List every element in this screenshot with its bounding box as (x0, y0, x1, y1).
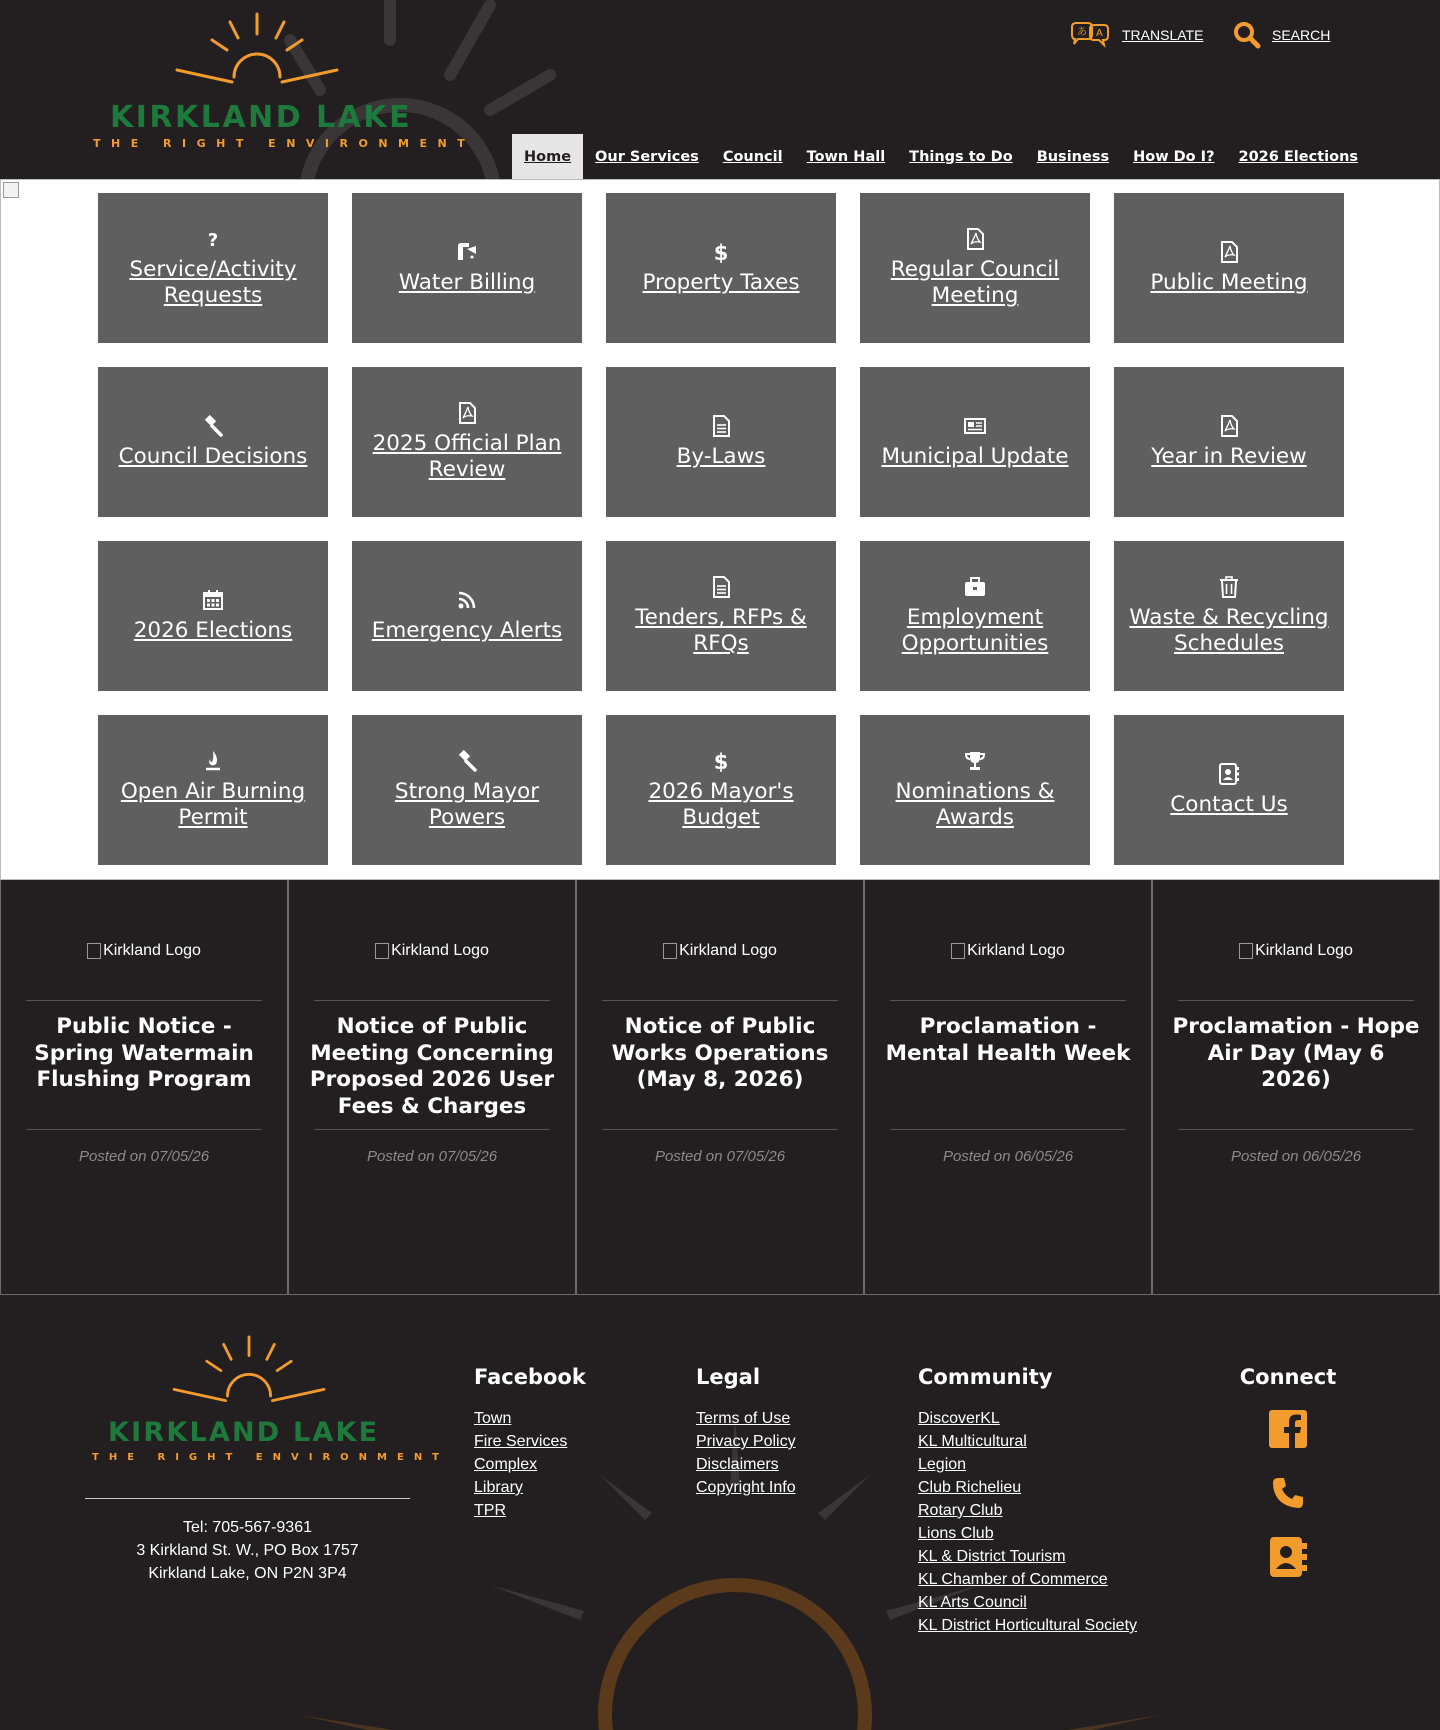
logo-title: KIRKLAND LAKE (110, 100, 413, 135)
rss-icon (455, 588, 479, 612)
news-card[interactable] (288, 880, 576, 1295)
site-footer (0, 1295, 1440, 1730)
news-card[interactable] (864, 880, 1152, 1295)
briefcase-icon (963, 575, 987, 599)
footer-contact-info (85, 1516, 410, 1585)
news-card-date: Posted on 06/05/26 (1230, 1148, 1362, 1165)
quick-link-tenders-rfps-rfqs[interactable] (606, 541, 836, 691)
quick-link-label: Property Taxes (642, 270, 800, 295)
address-book-icon[interactable] (1266, 1535, 1310, 1579)
news-card-title: Notice of Public Meeting Concerning Proposed 2026 User Fees & Charges (309, 1014, 555, 1119)
pdf-file-icon (963, 227, 987, 251)
broken-image-icon (951, 943, 965, 959)
image-alt-text: Kirkland Logo (103, 942, 201, 959)
footer-link-privacy[interactable]: Privacy Policy (696, 1433, 796, 1450)
footer-phone: Tel: 705-567-9361 (183, 1519, 312, 1536)
news-card-date: Posted on 06/05/26 (942, 1148, 1074, 1165)
quick-link-label: Open Air Burning Permit (120, 779, 306, 830)
nav-our-services[interactable]: Our Services (595, 148, 699, 165)
news-card-title: Notice of Public Works Operations (May 8, 2026) (611, 1014, 829, 1092)
news-card-image (865, 942, 1151, 960)
quick-links-grid (98, 193, 1344, 865)
sun-logo-icon (169, 1335, 329, 1410)
news-section (0, 880, 1440, 1295)
document-icon (709, 414, 733, 438)
news-card-image (1, 942, 287, 960)
divider (602, 1000, 838, 1001)
quick-link-property-taxes[interactable] (606, 193, 836, 343)
footer-link-library[interactable]: Library (474, 1479, 523, 1496)
translate-button[interactable] (1068, 18, 1203, 52)
nav-how-do-i[interactable]: How Do I? (1133, 148, 1215, 165)
quick-link-strong-mayor-powers[interactable] (352, 715, 582, 865)
gavel-icon (455, 749, 479, 773)
footer-link-kl-arts-council[interactable]: KL Arts Council (918, 1594, 1027, 1611)
footer-link-kl-chamber-of-commerce[interactable]: KL Chamber of Commerce (918, 1571, 1108, 1588)
search-label: SEARCH (1272, 27, 1331, 43)
footer-heading: Community (918, 1365, 1053, 1389)
image-alt-text: Kirkland Logo (391, 942, 489, 959)
pdf-file-icon (1217, 240, 1241, 264)
footer-link-town[interactable]: Town (474, 1410, 512, 1427)
divider (890, 1129, 1126, 1130)
quick-links-section (0, 179, 1440, 880)
quick-link-water-billing[interactable] (352, 193, 582, 343)
quick-link-label: Tenders, RFPs & RFQs (635, 605, 807, 656)
footer-address-line2: Kirkland Lake, ON P2N 3P4 (148, 1565, 347, 1582)
divider (890, 1000, 1126, 1001)
footer-link-terms[interactable]: Terms of Use (696, 1410, 791, 1427)
quick-link-municipal-update[interactable] (860, 367, 1090, 517)
search-icon (1232, 20, 1262, 50)
news-card[interactable] (1152, 880, 1440, 1295)
news-card-image (289, 942, 575, 960)
news-card[interactable] (0, 880, 288, 1295)
broken-image-icon (1239, 943, 1253, 959)
nav-2026-elections[interactable]: 2026 Elections (1238, 148, 1359, 165)
gavel-icon (201, 414, 225, 438)
facebook-icon[interactable] (1266, 1407, 1310, 1451)
search-button[interactable] (1232, 18, 1330, 52)
calendar-icon (201, 588, 225, 612)
phone-icon[interactable] (1266, 1471, 1310, 1515)
footer-legal-column (696, 1365, 796, 1499)
sun-logo-icon (172, 12, 342, 92)
divider (26, 1129, 262, 1130)
pdf-file-icon (1217, 414, 1241, 438)
footer-link-kl-district-horticultural-society[interactable]: KL District Horticultural Society (918, 1617, 1138, 1634)
footer-address-line1: 3 Kirkland St. W., PO Box 1757 (136, 1542, 359, 1559)
svg-text:$: $ (713, 241, 729, 264)
address-book-icon (1217, 762, 1241, 786)
svg-text:?: ? (207, 230, 219, 251)
image-alt-text: Kirkland Logo (967, 942, 1065, 959)
quick-link-label: 2025 Official Plan Review (372, 431, 562, 482)
divider (1178, 1000, 1414, 1001)
quick-link-label: Nominations & Awards (895, 779, 1055, 830)
footer-link-club-richelieu[interactable]: Club Richelieu (918, 1479, 1022, 1496)
nav-things-to-do[interactable]: Things to Do (909, 148, 1013, 165)
nav-home[interactable]: Home (512, 134, 583, 179)
quick-link-label: 2026 Elections (133, 618, 293, 643)
faucet-icon (455, 240, 479, 264)
quick-link-2026-elections[interactable] (98, 541, 328, 691)
footer-facebook-column (474, 1365, 586, 1522)
pdf-file-icon (455, 401, 479, 425)
divider (314, 1000, 550, 1001)
quick-link-public-meeting[interactable] (1114, 193, 1344, 343)
quick-link-emergency-alerts[interactable] (352, 541, 582, 691)
divider (85, 1498, 410, 1499)
footer-connect-column (1228, 1365, 1348, 1579)
quick-link-by-laws[interactable] (606, 367, 836, 517)
document-icon (709, 575, 733, 599)
quick-link-label: Strong Mayor Powers (394, 779, 540, 830)
news-card-date: Posted on 07/05/26 (654, 1148, 786, 1165)
broken-image-icon (663, 943, 677, 959)
news-card-image (1153, 942, 1439, 960)
quick-link-label: Year in Review (1151, 444, 1307, 469)
quick-link-nominations-awards[interactable] (860, 715, 1090, 865)
divider (26, 1000, 262, 1001)
image-alt-text: Kirkland Logo (679, 942, 777, 959)
footer-link-rotary-club[interactable]: Rotary Club (918, 1502, 1003, 1519)
footer-heading: Legal (696, 1365, 761, 1389)
quick-link-2025-official-plan-review[interactable] (352, 367, 582, 517)
logo-tagline: THE RIGHT ENVIRONMENT (93, 137, 476, 150)
svg-text:A: A (1096, 28, 1103, 39)
footer-link-tpr[interactable]: TPR (474, 1502, 506, 1519)
quick-link-year-in-review[interactable] (1114, 367, 1344, 517)
quick-link-label: 2026 Mayor's Budget (648, 779, 794, 830)
quick-link-label: Waste & Recycling Schedules (1129, 605, 1329, 656)
footer-community-column (918, 1365, 1138, 1637)
quick-link-label: Emergency Alerts (371, 618, 563, 643)
footer-logo-tagline: THE RIGHT ENVIRONMENT (92, 1452, 450, 1463)
footer-link-fire-services[interactable]: Fire Services (474, 1433, 568, 1450)
dollar-icon (709, 240, 733, 264)
newspaper-icon (963, 414, 987, 438)
svg-text:あ: あ (1077, 27, 1087, 38)
footer-heading: Connect (1239, 1365, 1337, 1389)
quick-link-label: Council Decisions (118, 444, 308, 469)
broken-image-icon (87, 943, 101, 959)
quick-link-label: Water Billing (398, 270, 536, 295)
news-card-title: Proclamation - Hope Air Day (May 6 2026) (1172, 1014, 1420, 1092)
news-card-date: Posted on 07/05/26 (78, 1148, 210, 1165)
svg-text:$: $ (713, 750, 729, 773)
news-card-title: Public Notice - Spring Watermain Flushing Program (34, 1014, 254, 1092)
news-card-title: Proclamation - Mental Health Week (885, 1014, 1131, 1066)
news-card-image (577, 942, 863, 960)
quick-link-council-decisions[interactable] (98, 367, 328, 517)
quick-link-label: Regular Council Meeting (890, 257, 1060, 308)
news-card-date: Posted on 07/05/26 (366, 1148, 498, 1165)
footer-link-lions-club[interactable]: Lions Club (918, 1525, 994, 1542)
question-icon (201, 227, 225, 251)
fire-icon (201, 749, 225, 773)
quick-link-open-air-burning-permit[interactable] (98, 715, 328, 865)
quick-link-label: Employment Opportunities (901, 605, 1049, 656)
nav-town-hall[interactable]: Town Hall (806, 148, 886, 165)
footer-link-disclaimers[interactable]: Disclaimers (696, 1456, 779, 1473)
broken-image-icon (3, 182, 19, 198)
news-card[interactable] (576, 880, 864, 1295)
divider (602, 1129, 838, 1130)
dollar-icon (709, 749, 733, 773)
quick-link-label: Service/Activity Requests (129, 257, 297, 308)
footer-heading: Facebook (474, 1365, 586, 1389)
quick-link-label: By-Laws (676, 444, 766, 469)
quick-link-service-activity-requests[interactable] (98, 193, 328, 343)
translate-label: TRANSLATE (1122, 27, 1204, 43)
nav-council[interactable]: Council (722, 148, 783, 165)
trash-icon (1217, 575, 1241, 599)
trophy-icon (963, 749, 987, 773)
footer-link-copyright[interactable]: Copyright Info (696, 1479, 796, 1496)
quick-link-employment-opportunities[interactable] (860, 541, 1090, 691)
divider (314, 1129, 550, 1130)
footer-link-kl-district-tourism[interactable]: KL & District Tourism (918, 1548, 1066, 1565)
footer-link-legion[interactable]: Legion (918, 1456, 967, 1473)
quick-link-2026-mayors-budget[interactable] (606, 715, 836, 865)
divider (1178, 1129, 1414, 1130)
quick-link-waste-recycling-schedules[interactable] (1114, 541, 1344, 691)
image-alt-text: Kirkland Logo (1255, 942, 1353, 959)
quick-link-label: Public Meeting (1150, 270, 1308, 295)
footer-link-kl-multicultural[interactable]: KL Multicultural (918, 1433, 1027, 1450)
broken-image-icon (375, 943, 389, 959)
nav-business[interactable]: Business (1036, 148, 1110, 165)
site-header (0, 0, 1440, 179)
footer-link-complex[interactable]: Complex (474, 1456, 538, 1473)
quick-link-regular-council-meeting[interactable] (860, 193, 1090, 343)
quick-link-label: Municipal Update (881, 444, 1069, 469)
quick-link-label: Contact Us (1170, 792, 1288, 817)
quick-link-contact-us[interactable] (1114, 715, 1344, 865)
translate-icon (1068, 19, 1112, 51)
footer-logo-title: KIRKLAND LAKE (108, 1417, 380, 1448)
footer-link-discoverkl[interactable]: DiscoverKL (918, 1410, 1000, 1427)
main-nav (512, 134, 1370, 179)
